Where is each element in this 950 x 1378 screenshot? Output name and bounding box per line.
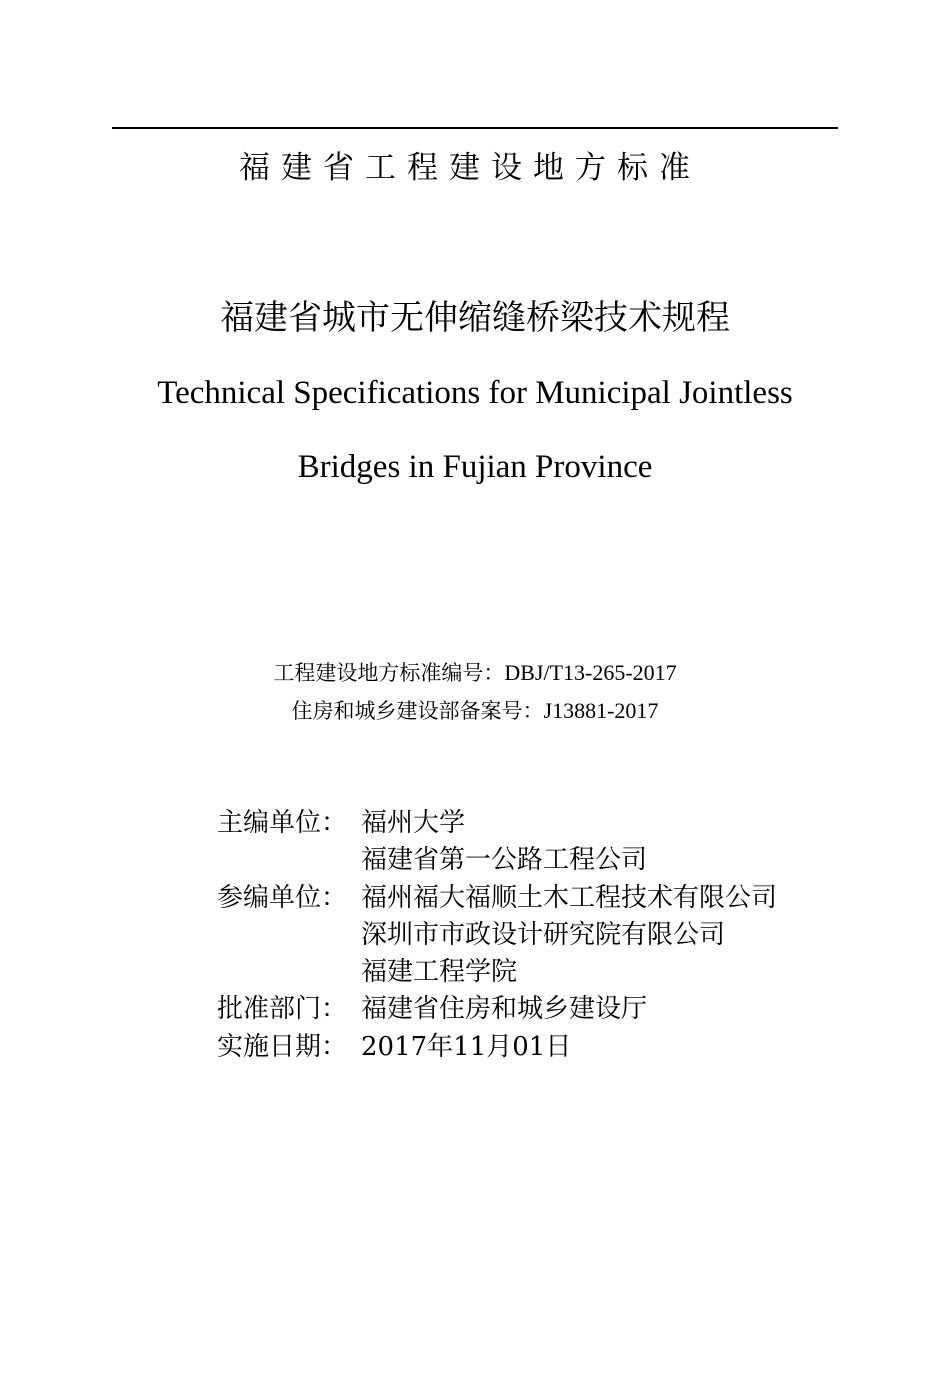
participating-unit-value: 福州福大福顺土木工程技术有限公司 (361, 882, 778, 913)
local-standard-code-value: DBJ/T13-265-2017 (504, 660, 677, 685)
record-number-label: 住房和城乡建设部备案号： (291, 699, 544, 723)
effective-date-row (217, 1029, 917, 1066)
effective-date-label: 实施日期： (217, 1031, 348, 1062)
participating-unit-row (217, 917, 917, 954)
participating-unit-value: 深圳市市政设计研究院有限公司 (361, 919, 726, 950)
participating-unit-value: 福建工程学院 (361, 957, 518, 988)
standard-type-header: 福建省工程建设地方标准 (239, 150, 701, 186)
participating-unit-label: 参编单位： (217, 882, 348, 913)
approval-department-value: 福建省住房和城乡建设厅 (361, 994, 648, 1025)
title-english-line-1: Technical Specifications for Municipal Jointless (157, 375, 793, 411)
local-standard-code (0, 658, 950, 688)
chief-unit-value: 福建省第一公路工程公司 (361, 845, 648, 876)
title-english-line-2: Bridges in Fujian Province (297, 449, 653, 485)
local-standard-code-label: 工程建设地方标准编号： (273, 661, 505, 685)
chief-unit-row (217, 805, 917, 842)
participating-unit-row (217, 954, 917, 991)
approval-department-row (217, 991, 917, 1028)
publication-info (217, 805, 917, 1066)
title-chinese: 福建省城市无伸缩缝桥梁技术规程 (220, 298, 730, 338)
chief-unit-label: 主编单位： (217, 808, 348, 838)
chief-unit-row (217, 842, 917, 879)
chief-unit-value: 福州大学 (361, 808, 466, 838)
top-rule (112, 127, 838, 129)
record-number-value: J13881-2017 (543, 698, 659, 723)
record-number (0, 696, 950, 726)
approval-department-label: 批准部门： (217, 994, 348, 1025)
effective-date-value: 2017年11月01日 (361, 1031, 572, 1062)
participating-unit-row (217, 880, 917, 917)
